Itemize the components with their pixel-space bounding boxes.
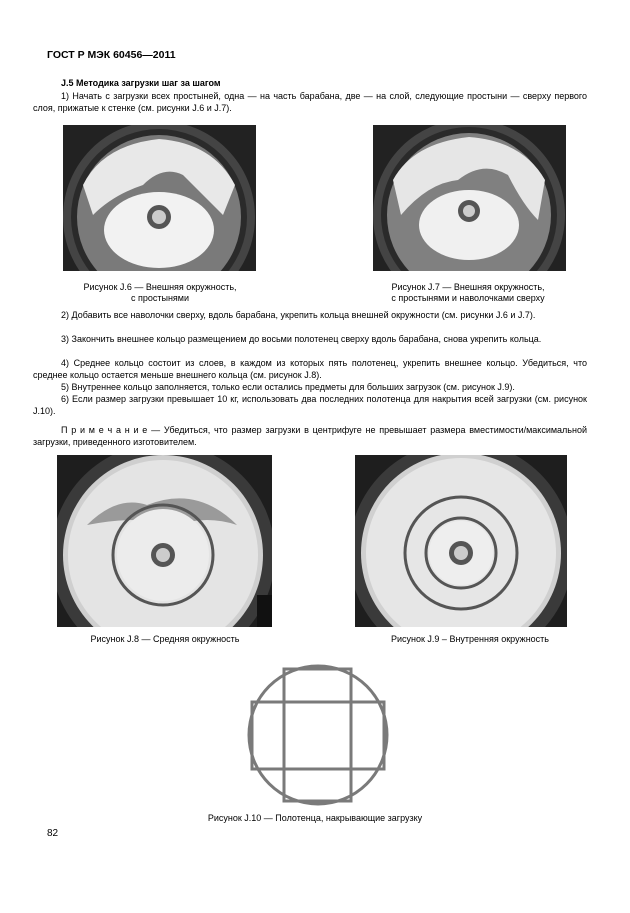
paragraph-4: 4) Среднее кольцо состоит из слоев, в каждом из которых пять полотенец, укрепить внешнее кольцо. Убедиться, что среднее кольцо остается меньше внешнего кольца (см. рисунок J.8).: [33, 358, 587, 380]
document-header: ГОСТ Р МЭК 60456—2011: [47, 49, 176, 61]
note: П р и м е ч а н и е — Убедиться, что размер загрузки в центрифуге не превышает размера вместимости/максимальной загрузки, приведенного изготовителем.: [33, 425, 587, 447]
figure-j7-caption-line1: Рисунок J.7 — Внешняя окружность,: [391, 282, 545, 292]
drum-circle: [249, 666, 387, 804]
figure-j9-photo: [355, 455, 567, 627]
figure-j6-caption-line2: с простынями: [130, 293, 190, 303]
figure-j6-photo: [63, 125, 256, 271]
paragraph-6: 6) Если размер загрузки превышает 10 кг, использовать два последних полотенца для накрытия всей загрузки (см. рисунок J.10).: [33, 394, 587, 416]
towel-vertical: [284, 669, 351, 801]
figure-j7-caption-line2: с простынями и наволочками сверху: [391, 293, 545, 303]
figure-j7-photo: [373, 125, 566, 271]
figure-j8-photo: [57, 455, 272, 627]
paragraph-3: 3) Закончить внешнее кольцо размещением до восьми полотенец сверху вдоль барабана, снова укрепить кольца.: [61, 334, 542, 344]
paragraph-5: 5) Внутреннее кольцо заполняется, только если остались предметы для больших загрузок (см. рисунок J.9).: [61, 382, 515, 392]
paragraph-1: 1) Начать с загрузки всех простыней, одна — на часть барабана, две — на слой, следующие простыни — сверху первого слоя, прижатые к стенке (см. рисунки J.6 и J.7).: [33, 91, 587, 113]
figure-j8-caption: Рисунок J.8 — Средняя окружность: [90, 634, 240, 644]
paragraph-2: 2) Добавить все наволочки сверху, вдоль барабана, укрепить кольца внешней окружности (см. рисунки J.6 и J.7).: [61, 310, 536, 320]
towel-horizontal: [252, 702, 384, 769]
figure-j10-diagram: [244, 664, 392, 806]
figure-j6-caption-line1: Рисунок J.6 — Внешняя окружность,: [83, 282, 237, 292]
section-heading: J.5 Методика загрузки шаг за шагом: [61, 78, 221, 88]
figure-j9-caption: Рисунок J.9 – Внутренняя окружность: [390, 634, 549, 644]
figure-j10-caption: Рисунок J.10 — Полотенца, накрывающие загрузку: [207, 813, 423, 823]
page-number: 82: [47, 828, 59, 839]
